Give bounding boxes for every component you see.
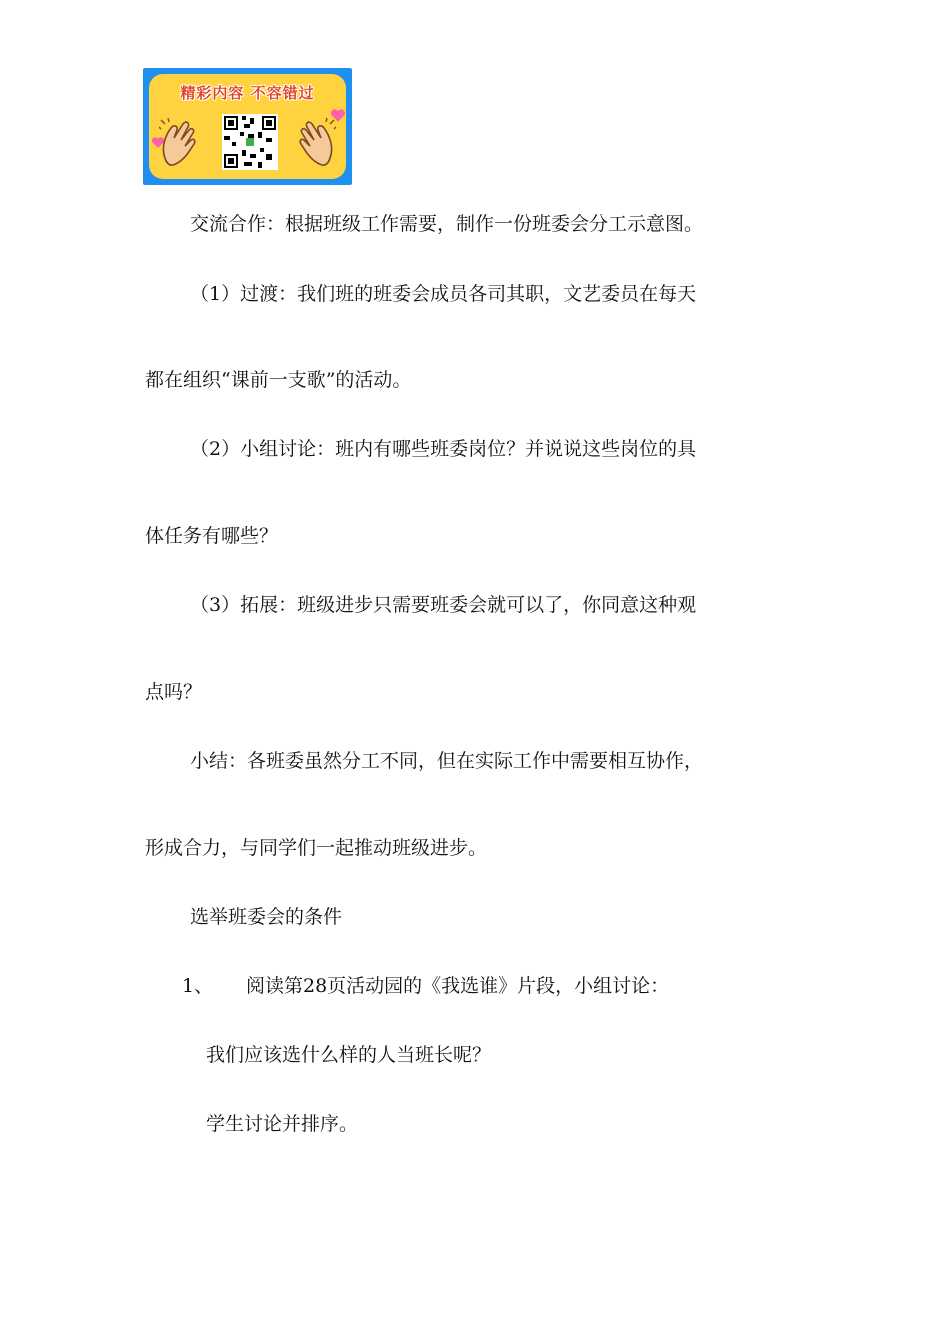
promo-banner[interactable] xyxy=(143,68,352,185)
paragraph-summary-line1: 小结：各班委虽然分工不同，但在实际工作中需要相互协作， xyxy=(190,750,704,772)
paragraph-summary-line2: 形成合力，与同学们一起推动班级进步。 xyxy=(145,837,488,859)
clapping-hands-icon xyxy=(159,118,205,170)
paragraph-cooperation: 交流合作：根据班级工作需要，制作一份班委会分工示意图。 xyxy=(190,213,704,235)
paragraph-extension-line2: 点吗？ xyxy=(145,681,203,703)
promo-panel xyxy=(149,74,346,179)
student-activity: 学生讨论并排序。 xyxy=(206,1113,359,1135)
qr-code[interactable] xyxy=(222,114,278,170)
discussion-question: 我们应该选什么样的人当班长呢？ xyxy=(206,1044,492,1066)
promo-title: 精彩内容 不容错过 xyxy=(180,84,315,102)
paragraph-transition-line1: （1）过渡：我们班的班委会成员各司其职，文艺委员在每天 xyxy=(190,283,697,305)
clapping-hands-icon xyxy=(290,118,336,170)
paragraph-extension-line1: （3）拓展：班级进步只需要班委会就可以了，你同意这种观 xyxy=(190,594,697,616)
section-heading: 选举班委会的条件 xyxy=(190,906,343,928)
paragraph-discussion-line2: 体任务有哪些？ xyxy=(145,525,279,547)
list-item-number: 1、 xyxy=(182,975,214,997)
paragraph-transition-line2: 都在组织“课前一支歌”的活动。 xyxy=(145,369,412,391)
paragraph-discussion-line1: （2）小组讨论：班内有哪些班委岗位？并说说这些岗位的具 xyxy=(190,438,697,460)
list-item-text: 阅读第28页活动园的《我选谁》片段，小组讨论： xyxy=(246,975,670,997)
